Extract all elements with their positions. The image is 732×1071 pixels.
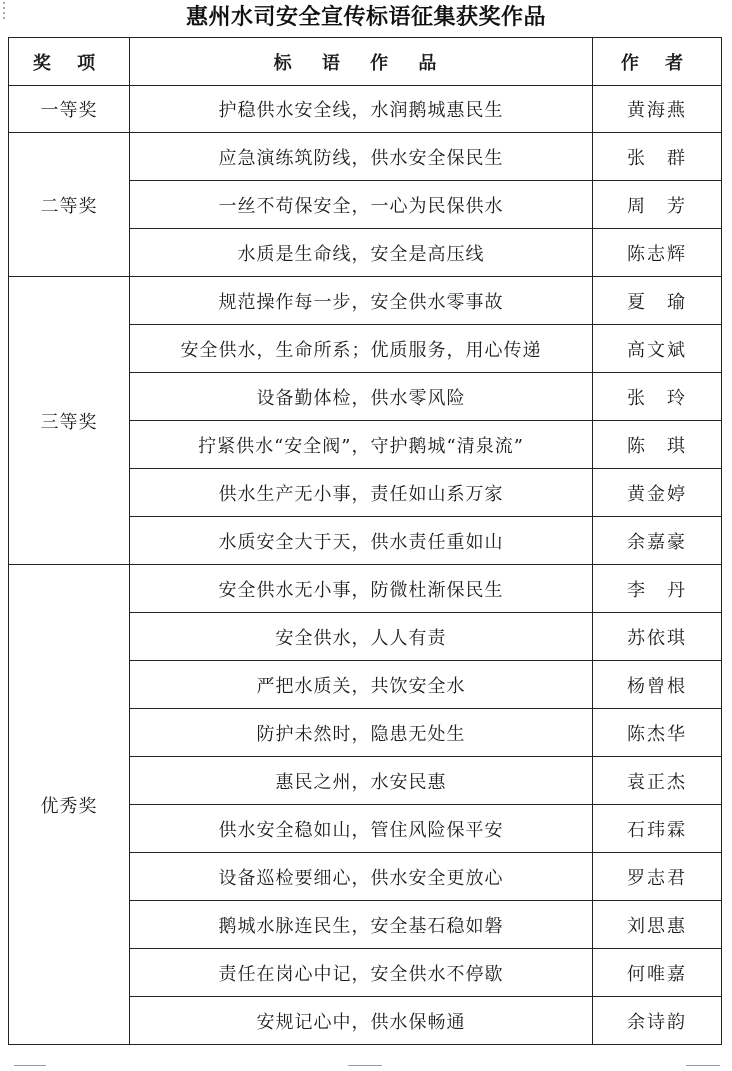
author-cell: 袁正杰 — [593, 757, 722, 805]
table-row — [9, 86, 722, 133]
slogan-cell: 水质安全大于天，供水责任重如山 — [130, 517, 593, 565]
award-level-cell: 三等奖 — [9, 277, 130, 565]
author-cell: 陈志辉 — [593, 229, 722, 277]
author-cell: 陈杰华 — [593, 709, 722, 757]
award-level-cell: 二等奖 — [9, 133, 130, 277]
author-cell: 黄海燕 — [593, 86, 722, 133]
author-cell: 余诗韵 — [593, 997, 722, 1045]
author-cell: 罗志君 — [593, 853, 722, 901]
award-level-cell: 一等奖 — [9, 86, 130, 133]
author-cell: 何唯嘉 — [593, 949, 722, 997]
author-cell: 苏依琪 — [593, 613, 722, 661]
slogan-cell: 设备巡检要细心，供水安全更放心 — [130, 853, 593, 901]
slogan-cell: 安全供水，生命所系；优质服务，用心传递 — [130, 325, 593, 373]
author-cell: 石玮霖 — [593, 805, 722, 853]
author-cell: 陈 琪 — [593, 421, 722, 469]
slogan-cell: 责任在岗心中记，安全供水不停歇 — [130, 949, 593, 997]
author-cell: 李 丹 — [593, 565, 722, 613]
author-cell: 杨曾根 — [593, 661, 722, 709]
header-level: 奖 项 — [9, 38, 130, 86]
award-level-cell: 优秀奖 — [9, 565, 130, 1045]
slogan-cell: 防护未然时，隐患无处生 — [130, 709, 593, 757]
slogan-cell: 应急演练筑防线，供水安全保民生 — [130, 133, 593, 181]
slogan-cell: 拧紧供水“安全阀”，守护鹅城“清泉流” — [130, 421, 593, 469]
slogan-cell: 规范操作每一步，安全供水零事故 — [130, 277, 593, 325]
table-row — [9, 565, 722, 613]
author-cell: 余嘉豪 — [593, 517, 722, 565]
document-title: 惠州水司安全宣传标语征集获奖作品 — [185, 4, 546, 30]
table-row — [9, 277, 722, 325]
slogan-cell: 设备勤体检，供水零风险 — [130, 373, 593, 421]
slogan-cell: 鹅城水脉连民生，安全基石稳如磐 — [130, 901, 593, 949]
slogan-cell: 严把水质关，共饮安全水 — [130, 661, 593, 709]
slogan-cell: 安全供水无小事，防微杜渐保民生 — [130, 565, 593, 613]
author-cell: 黄金婷 — [593, 469, 722, 517]
awards-table — [8, 37, 722, 1045]
slogan-cell: 安规记心中，供水保畅通 — [130, 997, 593, 1045]
slogan-cell: 水质是生命线，安全是高压线 — [130, 229, 593, 277]
author-cell: 夏 瑜 — [593, 277, 722, 325]
slogan-cell: 一丝不苟保安全，一心为民保供水 — [130, 181, 593, 229]
table-header-row — [9, 38, 722, 86]
author-cell: 刘思惠 — [593, 901, 722, 949]
page-bottom-marks — [0, 1062, 732, 1071]
header-slogan: 标 语 作 品 — [130, 38, 593, 86]
header-author: 作 者 — [593, 38, 722, 86]
author-cell: 张 群 — [593, 133, 722, 181]
slogan-cell: 惠民之州，水安民惠 — [130, 757, 593, 805]
slogan-cell: 安全供水，人人有责 — [130, 613, 593, 661]
author-cell: 高文斌 — [593, 325, 722, 373]
author-cell: 张 玲 — [593, 373, 722, 421]
table-row — [9, 133, 722, 181]
slogan-cell: 护稳供水安全线，水润鹅城惠民生 — [130, 86, 593, 133]
awards-table-body — [9, 86, 722, 1045]
slogan-cell: 供水生产无小事，责任如山系万家 — [130, 469, 593, 517]
slogan-cell: 供水安全稳如山，管住风险保平安 — [130, 805, 593, 853]
author-cell: 周 芳 — [593, 181, 722, 229]
